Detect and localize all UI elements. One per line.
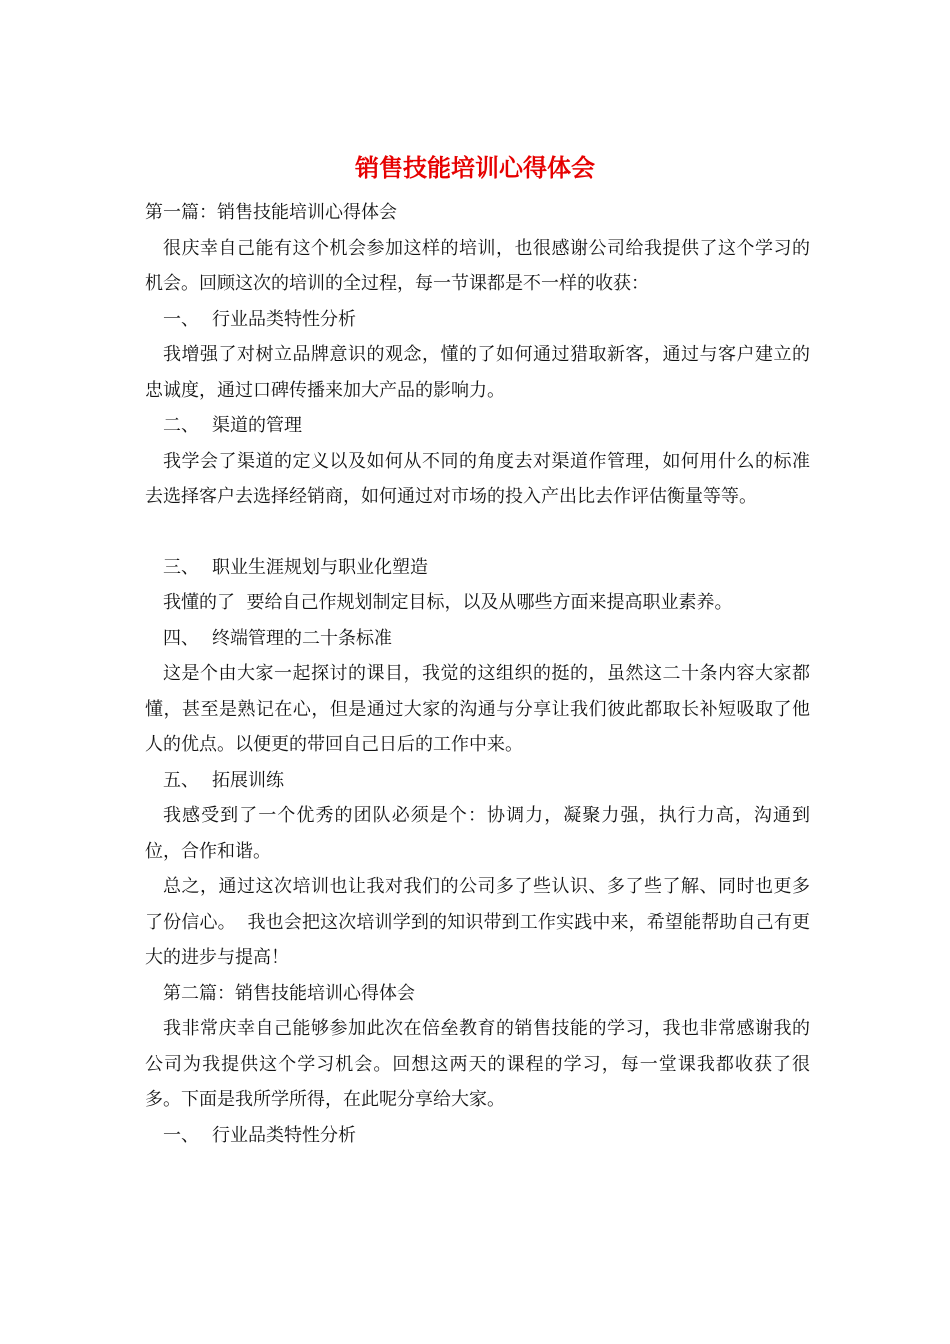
- blank-line: [145, 515, 810, 550]
- section-title: 拓展训练: [212, 769, 284, 791]
- part-label-text: 第二篇：销售技能培训心得体会: [163, 982, 415, 1004]
- section-heading: [145, 1118, 810, 1154]
- section-heading: [145, 302, 810, 338]
- section-number: 一、: [163, 308, 199, 330]
- document-body: [145, 195, 810, 1153]
- section-paragraph: 这是个由大家一起探讨的课目，我觉的这组织的挺的，虽然这二十条内容大家都懂，甚至是熟记在心，但是通过大家的沟通与分享让我们彼此都取长补短吸取了他人的优点。以便更的带回自己日后的工作中来。: [145, 663, 810, 755]
- section-paragraph: 我学会了渠道的定义以及如何从不同的角度去对渠道作管理，如何用什么的标准去选择客户去选择经销商，如何通过对市场的投入产出比去作评估衡量等等。: [145, 450, 810, 507]
- section-number: 四、: [163, 627, 199, 649]
- section-number: 二、: [163, 415, 199, 436]
- summary-paragraph: 总之，通过这次培训也让我对我们的公司多了些认识、多了些了解、同时也更多了份信心。 我也会把这次培训学到的知识带到工作实践中来，希望能帮助自己有更大的进步与提高！: [145, 876, 810, 968]
- section-number: 三、: [163, 556, 199, 578]
- part-label: 第一篇：销售技能培训心得体会: [145, 202, 397, 223]
- section-title: 行业品类特性分析: [212, 308, 356, 330]
- section-paragraph: 我增强了对树立品牌意识的观念，懂的了如何通过猎取新客，通过与客户建立的忠诚度，通过口碑传播来加大产品的影响力。: [145, 344, 810, 401]
- section-paragraph: 我感受到了一个优秀的团队必须是个：协调力，凝聚力强，执行力高，沟通到位，合作和谐。: [145, 805, 810, 862]
- section-heading: [145, 408, 810, 444]
- section-title: 行业品类特性分析: [212, 1124, 356, 1146]
- section-title: 终端管理的二十条标准: [212, 627, 392, 649]
- section-number: 五、: [163, 769, 199, 791]
- intro-paragraph: 很庆幸自己能有这个机会参加这样的培训，也很感谢公司给我提供了这个学习的机会。回顾这次的培训的全过程，每一节课都是不一样的收获：: [145, 237, 810, 294]
- section-number: 一、: [163, 1124, 199, 1146]
- section-heading: [145, 621, 810, 657]
- part-label: [145, 976, 810, 1012]
- section-title: 渠道的管理: [212, 415, 302, 436]
- section-heading: [145, 550, 810, 586]
- section-paragraph: 我懂的了 要给自己作规划制定目标，以及从哪些方面来提高职业素养。: [163, 592, 733, 613]
- section-heading: [145, 763, 810, 799]
- section-title: 职业生涯规划与职业化塑造: [212, 556, 428, 578]
- part2-intro-paragraph: 我非常庆幸自己能够参加此次在倍垒教育的销售技能的学习，我也非常感谢我的公司为我提供这个学习机会。回想这两天的课程的学习，每一堂课我都收获了很多。下面是我所学所得，在此呢分享给大家。: [145, 1018, 810, 1110]
- document-title: 销售技能培训心得体会: [355, 153, 595, 182]
